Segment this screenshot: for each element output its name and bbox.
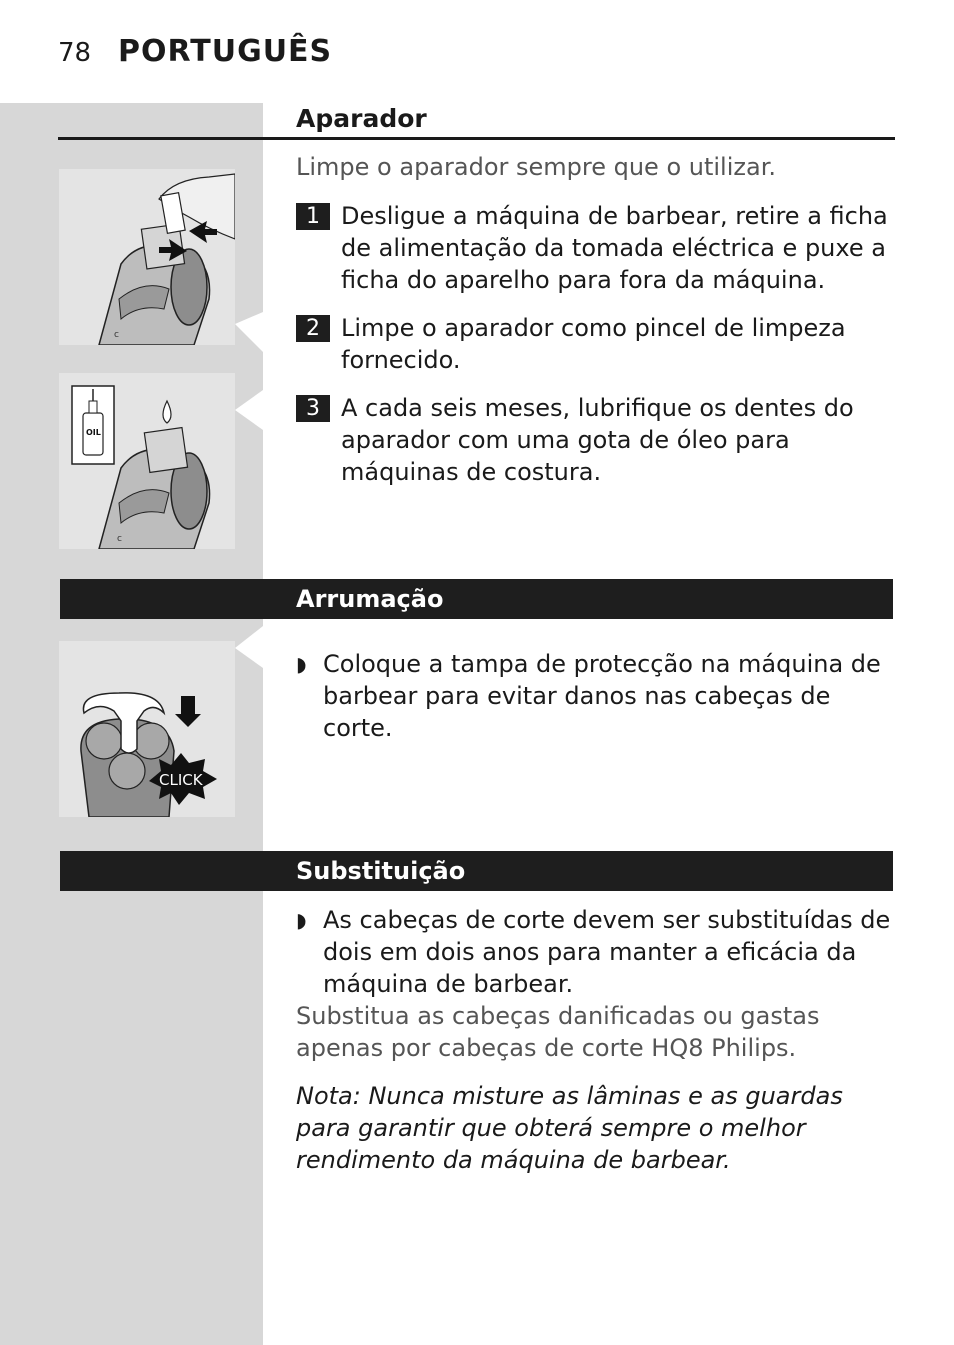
illustration-oiling: [59, 373, 235, 549]
step-number: 3: [296, 395, 330, 422]
bullet-marker: ◗: [296, 652, 307, 676]
replacement-paragraph: Substitua as cabeças danificadas ou gastas apenas por cabeças de corte HQ8 Philips.: [296, 1002, 820, 1062]
oil-label: OIL: [86, 428, 101, 437]
step-text: Limpe o aparador como pincel de limpeza fornecido.: [341, 314, 846, 374]
bullet-marker: ◗: [296, 908, 307, 932]
trimmer-intro: Limpe o aparador sempre que o utilizar.: [296, 153, 776, 181]
svg-text:c: c: [117, 534, 122, 544]
click-label: CLICK: [159, 771, 203, 789]
section-rule: [58, 137, 895, 140]
step-number: 2: [296, 315, 330, 342]
section-title-storage: Arrumação: [296, 585, 444, 613]
callout-pointer: [235, 312, 263, 362]
replacement-bullet-text: As cabeças de corte devem ser substituídas de dois em dois anos para manter a eficácia da máquina de barbear.: [323, 906, 891, 998]
step-number: 1: [296, 203, 330, 230]
section-bar-replacement: [60, 851, 893, 891]
illustration-protection-cap: [59, 641, 235, 817]
section-title-replacement: Substituição: [296, 857, 466, 885]
page-number: 78: [58, 38, 92, 68]
callout-pointer: [235, 384, 263, 434]
svg-text:c: c: [114, 330, 119, 340]
step-text: Desligue a máquina de barbear, retire a ficha de alimentação da tomada eléctrica e puxe a ficha do aparelho para fora da máquina.: [341, 202, 888, 294]
illustration-brush-cleaning: [59, 169, 235, 345]
replacement-note: Nota: Nunca misture as lâminas e as guardas para garantir que obterá sempre o melhor rendimento da máquina de barbear.: [296, 1082, 843, 1174]
callout-pointer: [235, 622, 263, 672]
language-heading: PORTUGUÊS: [118, 34, 333, 69]
step-text: A cada seis meses, lubrifique os dentes do aparador com uma gota de óleo para máquinas de costura.: [341, 394, 854, 486]
storage-bullet-text: Coloque a tampa de protecção na máquina de barbear para evitar danos nas cabeças de corte.: [323, 650, 881, 742]
section-bar-storage: [60, 579, 893, 619]
section-title-trimmer: Aparador: [296, 104, 427, 133]
